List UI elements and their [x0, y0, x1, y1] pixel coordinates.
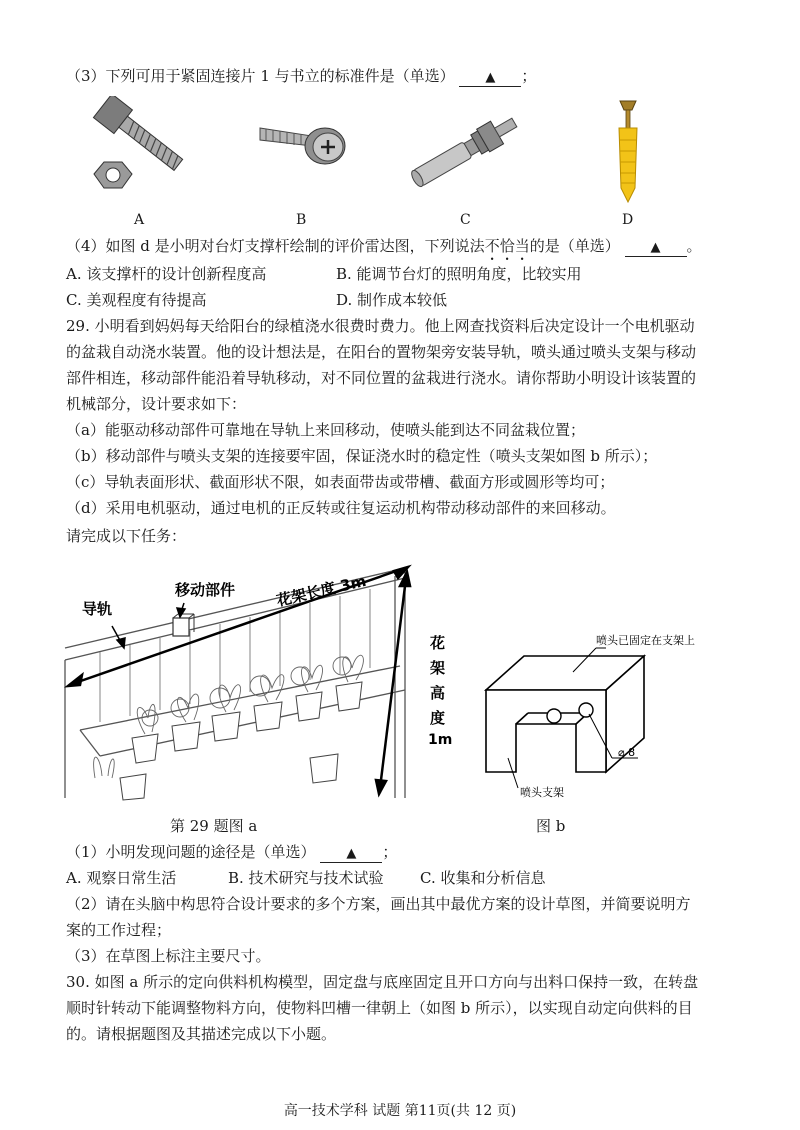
shelf-length-label: 花架长度 3m — [274, 571, 368, 610]
q29-requirement-d: （d）采用电机驱动，通过电机的正反转或往复运动机构带动移动部件的来回移动。 — [66, 499, 616, 517]
q29-sub1-text: （1）小明发现问题的途径是（单选） — [66, 843, 316, 861]
option-a-label: A — [134, 212, 145, 228]
q29-requirement-c: （c）导轨表面形状、截面形状不限，如表面带齿或带槽、截面方形或圆形等均可； — [66, 473, 615, 491]
q29-sub1-option-c[interactable]: C. 收集和分析信息 — [420, 869, 546, 887]
shelf-height-value: 1m — [428, 732, 453, 748]
q29-sub1-end: ； — [382, 843, 398, 861]
q28-4-option-d[interactable]: D. 制作成本较低 — [336, 291, 448, 309]
rail-label: 导轨 — [82, 600, 113, 618]
q28-3-stem — [66, 66, 536, 87]
hole-diameter-label: ⌀ 8 — [618, 746, 636, 759]
q30-stem-line-3: 的。请根据题图及其描述完成以下小题。 — [66, 1025, 337, 1043]
q29-sub2-line-2: 案的工作过程； — [66, 921, 172, 939]
shelf-uprights — [100, 589, 370, 722]
option-c-label: C — [460, 212, 471, 228]
q28-4-emphasis-text: 不恰当 — [484, 237, 530, 255]
nozzle-bracket-label: 喷头支架 — [520, 786, 564, 799]
option-b-self-tapping-screw-image — [260, 128, 345, 164]
q29-sub1-answer-blank[interactable]: ▲ — [320, 846, 382, 863]
moving-part-block — [173, 614, 194, 636]
q28-4-stem — [66, 236, 702, 264]
figure-a-caption: 第 29 题图 a — [170, 817, 258, 835]
q28-4-option-b[interactable]: B. 能调节台灯的照明角度，比较实用 — [336, 265, 582, 283]
shelf-height-char-2: 架 — [430, 659, 446, 677]
option-d-wall-plug-image — [619, 101, 637, 202]
figure-b-nozzle-bracket — [478, 628, 738, 808]
q28-4-option-c[interactable]: C. 美观程度有待提高 — [66, 291, 207, 309]
figure-b-caption: 图 b — [536, 817, 566, 835]
q28-4-option-a[interactable]: A. 该支撑杆的设计创新程度高 — [66, 265, 267, 283]
q29-sub2-line-1: （2）请在头脑中构思符合设计要求的多个方案，画出其中最优方案的设计草图，并简要说明方 — [66, 895, 691, 913]
fastener-options-figure — [80, 96, 760, 216]
option-d-label: D — [622, 212, 634, 228]
q29-sub1-option-a[interactable]: A. 观察日常生活 — [66, 869, 177, 887]
q28-3-text: （3）下列可用于紧固连接片 1 与书立的标准件是（单选） — [66, 67, 455, 85]
option-c-expansion-bolt-image — [407, 111, 520, 192]
q28-3-answer-blank[interactable]: ▲ — [459, 70, 521, 87]
q28-3-end: ； — [521, 67, 537, 85]
q29-sub3: （3）在草图上标注主要尺寸。 — [66, 947, 271, 965]
q28-4-text-pre: （4）如图 d 是小明对台灯支撑杆绘制的评价雷达图，下列说法 — [66, 237, 485, 255]
q29-stem-line-1: 29. 小明看到妈妈每天给阳台的绿植浇水很费时费力。他上网查找资料后决定设计一个电机驱动 — [66, 317, 695, 335]
q30-stem-line-2: 顺时针转动下能调整物料方向，使物料凹槽一律朝上（如图 b 所示），以实现自动定向供料的目 — [66, 999, 693, 1017]
moving-part-label: 移动部件 — [175, 581, 236, 599]
moving-part-pointer-arrow — [177, 603, 185, 617]
q29-requirement-b: （b）移动部件与喷头支架的连接要牢固，保证浇水时的稳定性（喷头支架如图 b 所示）； — [66, 447, 658, 465]
shelf-height-char-1: 花 — [430, 634, 446, 652]
q28-4-end: 。 — [686, 237, 702, 255]
page-footer: 高一技术学科 试题 第11页(共 12 页) — [283, 1103, 517, 1119]
figure-a-balcony-shelf — [60, 548, 470, 803]
q29-stem-line-3: 部件相连，移动部件能沿着导轨移动，对不同位置的盆栽进行浇水。请你帮助小明设计该装置的 — [66, 369, 697, 387]
q29-requirement-a: （a）能驱动移动部件可靠地在导轨上来回移动，使喷头能到达不同盆栽位置； — [66, 421, 585, 439]
plant-pots — [120, 682, 362, 800]
q29-task-intro: 请完成以下任务： — [66, 527, 187, 545]
q29-stem-line-4: 机械部分，设计要求如下： — [66, 395, 247, 413]
bracket-hole-2 — [579, 703, 593, 717]
q30-stem-line-1: 30. 如图 a 所示的定向供料机构模型，固定盘与底座固定且开口方向与出料口保持一致，在转盘 — [66, 973, 699, 991]
q29-sub1-stem — [66, 842, 397, 863]
shelf-height-char-3: 高 — [430, 684, 446, 702]
option-a-bolt-and-nut-image — [93, 96, 187, 188]
q29-stem-line-2: 的盆栽自动浇水装置。他的设计想法是，在阳台的置物架旁安装导轨，喷头通过喷头支架与移动 — [66, 343, 697, 361]
nozzle-fixed-label: 喷头已固定在支架上 — [596, 634, 695, 647]
option-b-label: B — [296, 212, 307, 228]
bracket-hole-1 — [547, 709, 561, 723]
shelf-height-char-4: 度 — [430, 709, 446, 727]
q28-4-answer-blank[interactable]: ▲ — [625, 240, 687, 257]
q28-4-text-post: 的是（单选） — [529, 237, 620, 255]
q29-sub1-option-b[interactable]: B. 技术研究与技术试验 — [228, 869, 384, 887]
